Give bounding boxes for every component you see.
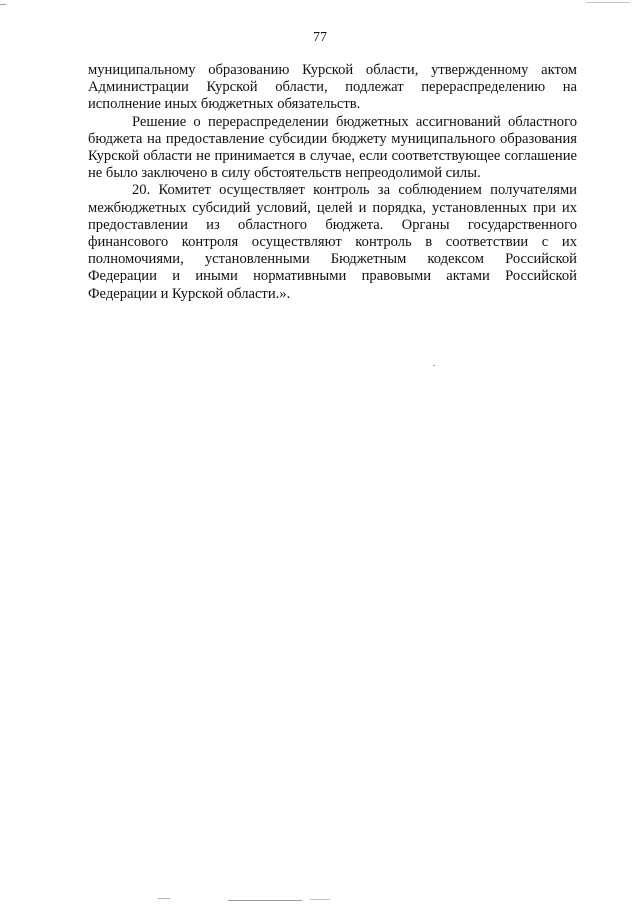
paragraph-redistribution-decision: Решение о перераспределении бюджетных ассигнований областного бюджета на предоставление субсидии бюджету муниципального образования Курской области не принимается в случае, если соответствующее соглашение не было заключено в силу обстоятельств непреодолимой силы. (88, 113, 577, 182)
paragraph-item-20: 20. Комитет осуществляет контроль за соблюдением получателями межбюджетных субсидий условий, целей и порядка, установленных при их предоставлении из областного бюджета. Органы государственного финансового контроля осуществляют контроль в соответствии с их полномочиями, установленными Бюджетным кодексом Российской Федерации и иными нормативными правовыми актами Российской Федерации и Курской области.». (88, 182, 577, 302)
scan-mark-bottom-right (310, 899, 330, 900)
scan-speck (433, 365, 435, 366)
scan-mark-bottom-left (158, 898, 170, 899)
scan-mark-bottom-center (228, 900, 302, 901)
scan-mark-top-left (0, 4, 6, 5)
scan-mark-top-right (586, 2, 630, 3)
body-text (88, 62, 577, 303)
page-number: 77 (313, 30, 327, 45)
paragraph-continuation: муниципальному образованию Курской области, утвержденному актом Администрации Курской области, подлежат перераспределению на исполнение иных бюджетных обязательств. (88, 62, 577, 113)
